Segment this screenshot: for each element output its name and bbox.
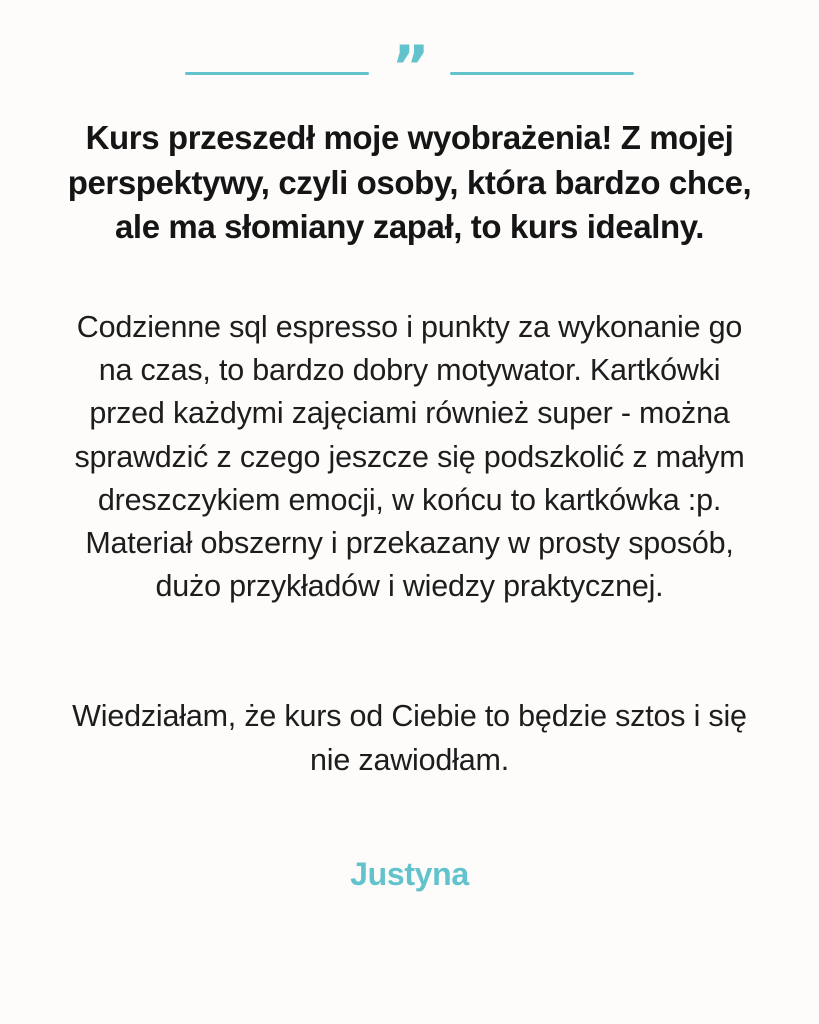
testimonial-paragraph-1: Codzienne sql espresso i punkty za wykonanie go na czas, to bardzo dobry motywator. Kartkówki przed każdymi zajęciami również super - można sprawdzić z czego jeszcze się podszkolić z małym dreszczykiem emocji, w końcu to kartkówka :p. Materiał obszerny i przekazany w prosty sposób, dużo przykładów i wiedzy praktycznej. <box>74 309 745 604</box>
quote-divider <box>52 33 767 101</box>
quote-mark-icon: ” <box>391 33 428 101</box>
divider-line-left <box>185 72 369 75</box>
testimonial-headline: Kurs przeszedł moje wyobrażenia! Z mojej perspektywy, czyli osoby, która bardzo chce, ale ma słomiany zapał, to kurs idealny. <box>67 119 752 246</box>
testimonial-signature: Justyna <box>350 856 469 893</box>
divider-line-right <box>450 72 634 75</box>
testimonial-paragraph-2: Wiedziałam, że kurs od Ciebie to będzie sztos i się nie zawiodłam. <box>72 699 747 777</box>
